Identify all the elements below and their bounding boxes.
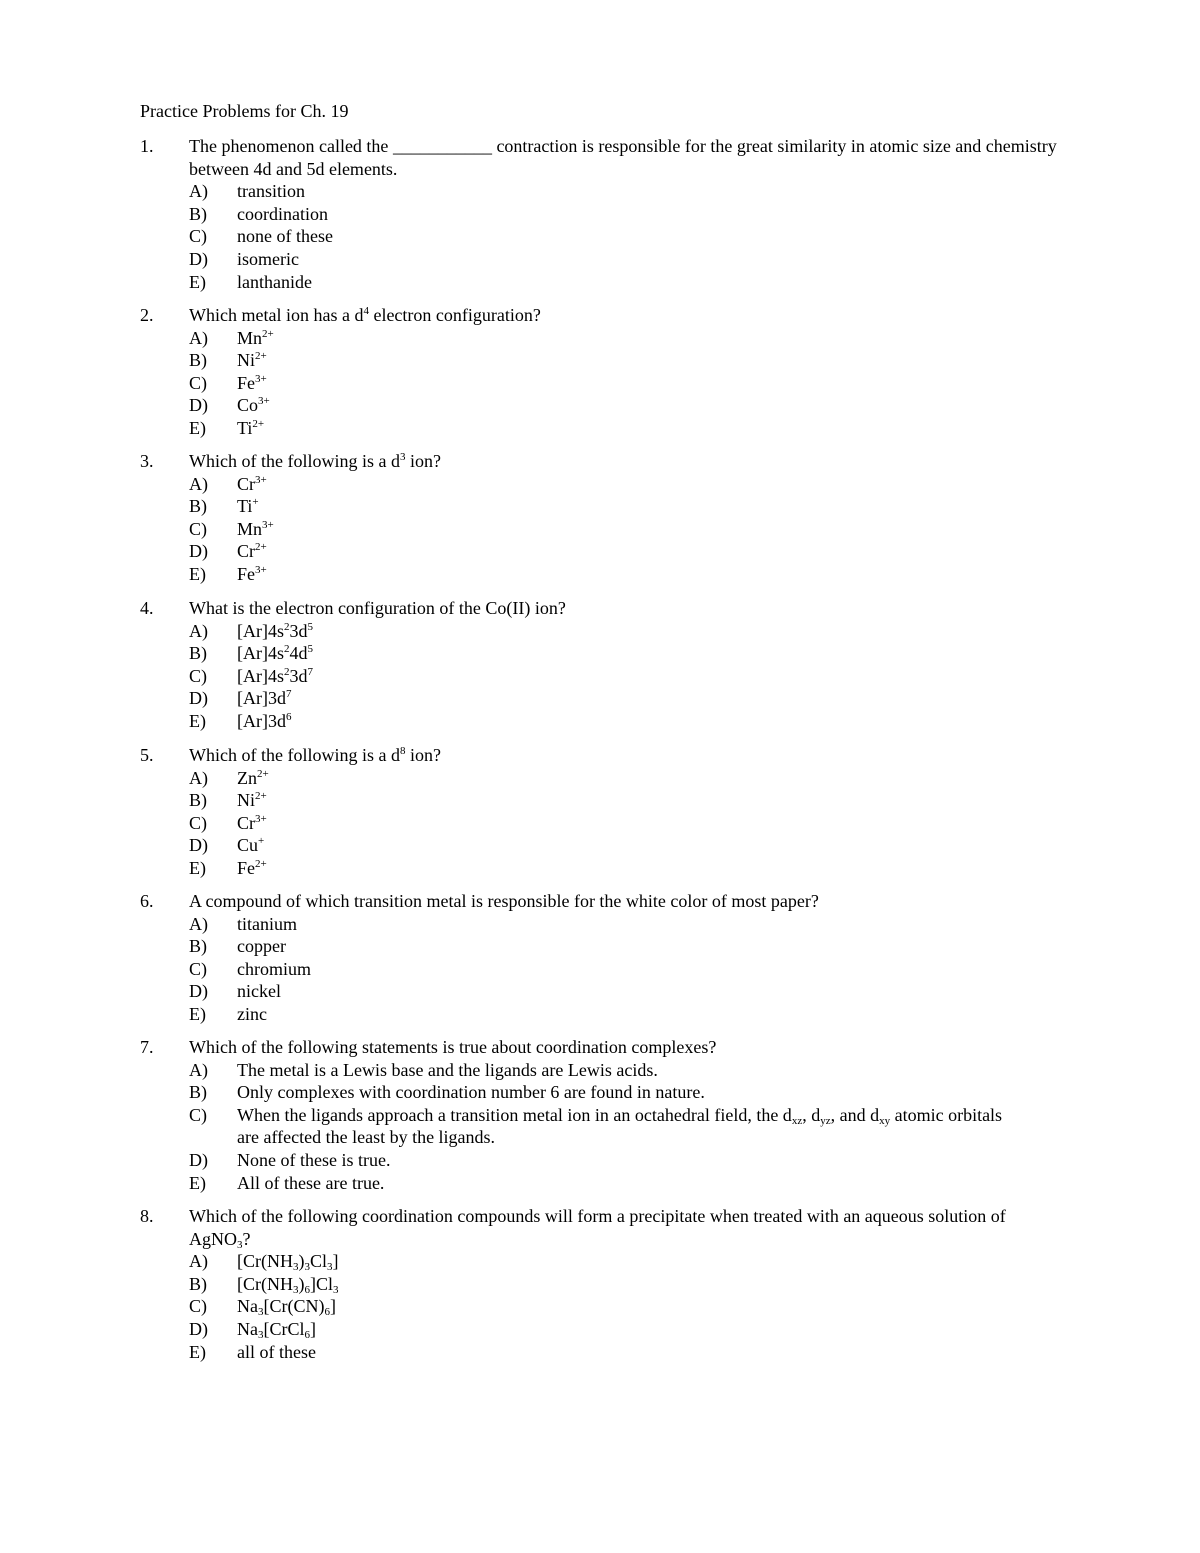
option-a: A) $Zn^{2+}$ (189, 767, 269, 788)
option-e: E) $Fe^{2+}$ (189, 857, 267, 878)
option-c: C) none of these (189, 226, 333, 247)
option-e: E) $[Ar]3d^6$ (189, 710, 292, 731)
option-e: E) lanthanide (189, 271, 312, 292)
question-number: 3. (140, 451, 154, 471)
page-title: Practice Problems for Ch. 19 (140, 101, 349, 121)
question-text: Which of the following coordination compounds will form a precipitate when treated with an aqueous solution of AgNO$_3$? (189, 1206, 1006, 1251)
option-b: B) Ti+ (189, 496, 259, 517)
question-number: 7. (140, 1037, 154, 1057)
option-c: C) $Na_3[Cr(CN)_6]$ (189, 1296, 336, 1319)
option-d: D) Cu+ (189, 835, 265, 856)
option-c: C) $[Ar]4s^23d^7$ (189, 665, 313, 686)
question-4 (140, 597, 1070, 733)
option-b: B) $Ni^{2+}$ (189, 790, 267, 811)
question-7 (140, 1036, 1070, 1194)
question-3 (140, 450, 1070, 586)
question-number: 5. (140, 745, 154, 765)
option-c: C) $Fe^{3+}$ (189, 372, 267, 393)
question-text: What is the electron configuration of the Co(II) ion? (189, 598, 566, 618)
option-b: B) copper (189, 936, 286, 957)
question-text: A compound of which transition metal is responsible for the white color of most paper? (189, 891, 819, 911)
question-text: Which of the following is a $d^8$ ion? (189, 745, 441, 765)
question-number: 1. (140, 136, 154, 156)
question-text: Which of the following is a $d^3$ ion? (189, 451, 441, 471)
question-2 (140, 304, 1070, 440)
question-text: The phenomenon called the ___________ contraction is responsible for the great similarity in atomic size and chemistry between 4d and 5d elements. (189, 136, 1057, 179)
option-e: E) zinc (189, 1003, 267, 1024)
option-c: C) $Mn^{3+}$ (189, 518, 274, 539)
option-a: A) $[Ar]4s^23d^5$ (189, 620, 313, 641)
blank-line: ___________ (392, 136, 492, 156)
option-a: A) transition (189, 181, 305, 202)
question-5 (140, 744, 1070, 880)
option-e: E) All of these are true. (189, 1172, 385, 1193)
question-8 (140, 1205, 1070, 1363)
option-d: D) None of these is true. (189, 1149, 391, 1170)
option-b: B) $[Cr(NH_3)_6]Cl_3$ (189, 1273, 339, 1296)
question-number: 6. (140, 891, 154, 911)
option-b: B) Only complexes with coordination number 6 are found in nature. (189, 1082, 705, 1103)
option-a: A) $Mn^{2+}$ (189, 327, 274, 348)
option-b: B) coordination (189, 203, 328, 224)
question-text: Which metal ion has a $d^4$ electron configuration? (189, 305, 541, 325)
option-a: A) The metal is a Lewis base and the ligands are Lewis acids. (189, 1059, 658, 1080)
option-d: D) $[Ar]3d^7$ (189, 688, 292, 709)
question-1 (140, 135, 1070, 293)
question-number: 2. (140, 305, 154, 325)
question-number: 4. (140, 598, 154, 618)
option-c: C) chromium (189, 958, 311, 979)
option-d: D) $Co^{3+}$ (189, 395, 270, 416)
option-d: D) nickel (189, 981, 281, 1002)
option-b: B) $[Ar]4s^24d^5$ (189, 643, 313, 664)
option-d: D) $Na_3[CrCl_6]$ (189, 1318, 317, 1341)
option-a: A) titanium (189, 913, 297, 934)
option-a: A) $Cr^{3+}$ (189, 473, 267, 494)
question-number: 8. (140, 1206, 154, 1226)
option-c: C) $Cr^{3+}$ (189, 812, 267, 833)
option-e: E) $Ti^{2+}$ (189, 417, 265, 438)
option-c: C) When the ligands approach a transition metal ion in an octahedral field, the $d_{xz}$, $d_{yz}$, and $d_{xy}$ atomic orbitals are affected the least by the ligands. (189, 1104, 1003, 1148)
option-b: B) $Ni^{2+}$ (189, 350, 267, 371)
option-d: D) isomeric (189, 248, 299, 269)
option-e: E) all of these (189, 1341, 316, 1362)
question-text: Which of the following statements is true about coordination complexes? (189, 1037, 717, 1057)
option-d: D) $Cr^{2+}$ (189, 541, 267, 562)
question-6 (140, 890, 1070, 1026)
option-a: A) $[Cr(NH_3)_3Cl_3]$ (189, 1251, 339, 1274)
option-e: E) $Fe^{3+}$ (189, 563, 267, 584)
